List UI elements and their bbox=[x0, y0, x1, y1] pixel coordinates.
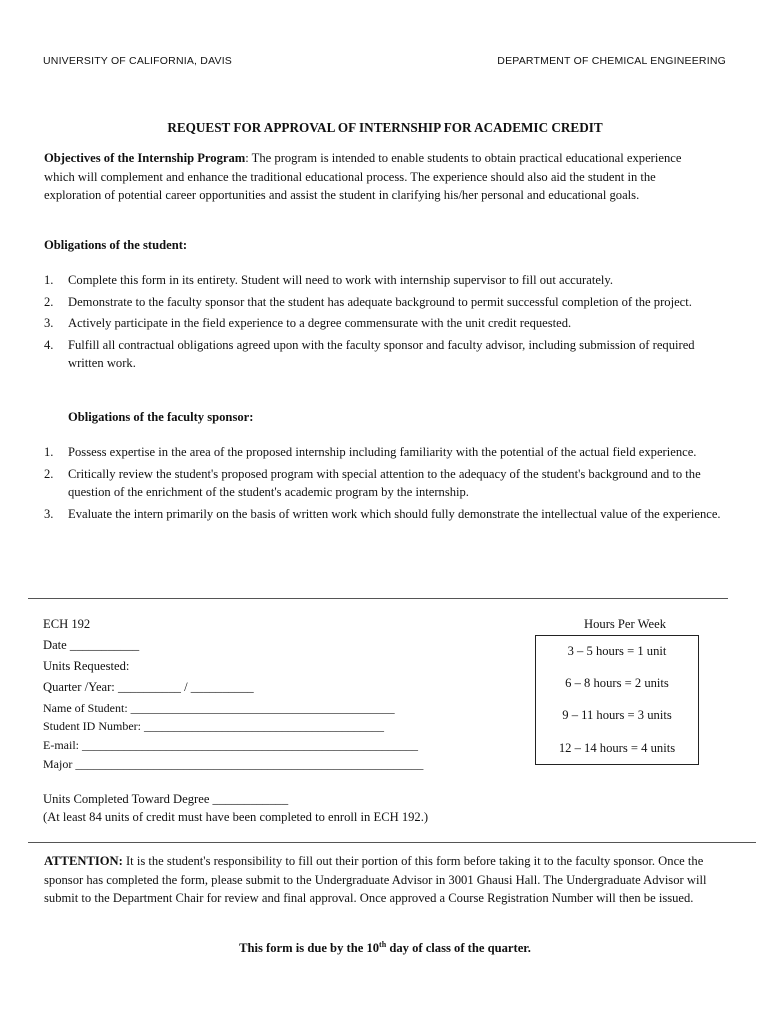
due-note-before: This form is due by the 10 bbox=[239, 941, 380, 955]
section-divider-top bbox=[28, 598, 728, 599]
section-divider-bottom bbox=[28, 842, 756, 843]
list-item-number: 2. bbox=[44, 294, 54, 309]
date-field[interactable]: Date ___________ bbox=[43, 638, 140, 652]
student-obligations-heading: Obligations of the student: bbox=[44, 238, 188, 252]
list-item-text: Critically review the student's proposed program with special attention to the adequacy of the student's background and to the question of the enrichment of the student's academic program by the internship. bbox=[68, 466, 701, 500]
list-item-number: 2. bbox=[44, 466, 54, 481]
student-obligations-list bbox=[44, 271, 726, 376]
form-title: REQUEST FOR APPROVAL OF INTERNSHIP FOR ACADEMIC CREDIT bbox=[167, 120, 603, 135]
hours-row: 3 – 5 hours = 1 unit bbox=[567, 644, 667, 658]
hours-row: 6 – 8 hours = 2 units bbox=[565, 676, 669, 690]
list-item-number: 3. bbox=[44, 316, 54, 331]
list-item-text: Fulfill all contractual obligations agreed upon with the faculty sponsor and faculty advisor, including submission of required written work. bbox=[68, 337, 695, 371]
course-code: ECH 192 bbox=[43, 617, 91, 631]
list-item-text: Demonstrate to the faculty sponsor that the student has adequate background to permit successful completion of the project. bbox=[68, 294, 692, 309]
list-item bbox=[44, 465, 726, 502]
list-item-number: 4. bbox=[44, 337, 54, 352]
list-item bbox=[44, 314, 726, 333]
header-university: UNIVERSITY OF CALIFORNIA, DAVIS bbox=[43, 55, 233, 67]
hours-row: 9 – 11 hours = 3 units bbox=[562, 708, 672, 722]
sponsor-obligations-list bbox=[44, 443, 726, 526]
list-item-text: Evaluate the intern primarily on the basis of written work which should fully demonstrate the intellectual value of the experience. bbox=[68, 506, 721, 521]
student-name-field[interactable]: Name of Student: ____________________________________________ bbox=[43, 701, 395, 715]
email-field[interactable]: E-mail: ________________________________________________________ bbox=[43, 738, 418, 752]
units-requested-field[interactable]: Units Requested: bbox=[43, 659, 130, 673]
list-item bbox=[44, 293, 726, 312]
header-department: DEPARTMENT OF CHEMICAL ENGINEERING bbox=[497, 55, 726, 67]
attention-text: It is the student's responsibility to fill out their portion of this form before taking it to the faculty sponsor. Once the sponsor has completed the form, please submit to the Undergraduate Advisor in 3001 Ghausi Hall. The Undergraduate Advisor will submit to the Department Chair for review and final approval. Once approved a Course Registration Number will then be issued. bbox=[44, 854, 707, 906]
list-item-number: 1. bbox=[44, 445, 54, 459]
list-item bbox=[44, 443, 726, 462]
hours-per-week-heading: Hours Per Week bbox=[584, 617, 666, 631]
major-field[interactable]: Major __________________________________________________________ bbox=[43, 757, 424, 771]
list-item bbox=[44, 336, 726, 373]
list-item-text: Possess expertise in the area of the proposed internship including familiarity with the potential of the actual field experience. bbox=[68, 445, 697, 459]
objectives-text: : The program is intended to enable students to obtain practical educational experience which will complement and enhance the traditional educational process. The experience should also aid the student in the exploration of potential career opportunities and assist the student in clarifying his/her personal and educational goals. bbox=[44, 151, 682, 203]
hours-row: 12 – 14 hours = 4 units bbox=[558, 741, 676, 755]
attention-label: ATTENTION: bbox=[44, 854, 123, 868]
objectives-label: Objectives of the Internship Program bbox=[44, 151, 246, 165]
list-item bbox=[44, 271, 726, 290]
list-item-number: 3. bbox=[44, 506, 54, 521]
attention-paragraph bbox=[44, 852, 712, 908]
list-item-text: Actively participate in the field experience to a degree commensurate with the unit credit requested. bbox=[68, 316, 572, 331]
hours-units-table bbox=[535, 635, 699, 765]
due-note-sup: th bbox=[379, 940, 387, 949]
quarter-year-field[interactable]: Quarter /Year: __________ / __________ bbox=[43, 680, 254, 694]
units-completed-field[interactable]: Units Completed Toward Degree ____________ bbox=[43, 792, 289, 806]
sponsor-obligations-heading: Obligations of the faculty sponsor: bbox=[68, 410, 254, 424]
units-completed-note: (At least 84 units of credit must have been completed to enroll in ECH 192.) bbox=[43, 810, 429, 824]
due-note-after: day of class of the quarter. bbox=[386, 941, 531, 955]
objectives-paragraph bbox=[44, 149, 714, 205]
list-item-text: Complete this form in its entirety. Student will need to work with internship supervisor to fill out accurately. bbox=[68, 273, 614, 287]
due-date-note bbox=[0, 939, 770, 958]
student-id-field[interactable]: Student ID Number: ________________________________________ bbox=[43, 719, 384, 733]
list-item-number: 1. bbox=[44, 273, 54, 287]
list-item bbox=[44, 505, 726, 524]
